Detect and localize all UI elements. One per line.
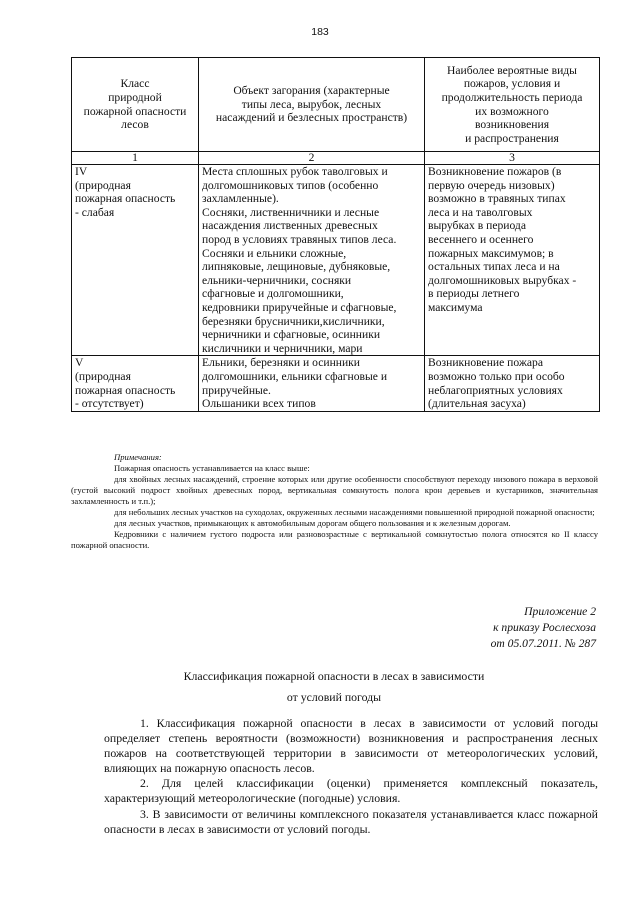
appendix-line: от 05.07.2011. № 287	[490, 637, 596, 650]
appendix-line: к приказу Рослесхоза	[493, 621, 596, 634]
header-class: Класс природной пожарной опасности лесов	[72, 58, 199, 152]
body-text	[104, 716, 598, 837]
column-number: 2	[199, 152, 425, 165]
column-number: 1	[72, 152, 199, 165]
heading-line: Классификация пожарной опасности в лесах в зависимости	[183, 669, 485, 683]
table-row	[72, 356, 600, 411]
row-fires-cell: Возникновение пожаров (в первую очередь низовых) возможно в травяных типах леса и на таволговых вырубках в периода весеннего и осеннего пожарных максимумов; в остальных типах леса и на долгомошниковых вырубках - в периоды летнего максимума	[425, 165, 600, 356]
table-row	[72, 165, 600, 356]
body-paragraph: 3. В зависимости от величины комплексного показателя устанавливается класс пожарной опасности в лесах в зависимости от условий погоды.	[104, 806, 598, 836]
note-item: Пожарная опасность устанавливается на класс выше:	[114, 463, 310, 473]
note-item: для лесных участков, примыкающих к автомобильным дорогам общего пользования и к железным дорогам.	[114, 518, 511, 528]
row-objects-cell: Места сплошных рубок таволговых и долгомошниковых типов (особенно захламленные). Сосняки, лиственничники и лесные насаждения лиственных древесных пород в условиях травяных типов леса. Сосняки и ельники сложные, липняковые, лещиновые, дубняковые, ельники-черничники, сосняки сфагновые и долгомошники, кедровники приручейные и сфагновые, березняки брусничники,кисличники, черничники и сфагновые, осинники кисличники и черничники, мари	[199, 165, 425, 356]
row-class-cell: V (природная пожарная опасность - отсутствует)	[72, 356, 199, 411]
page-number: 183	[311, 26, 329, 38]
column-number: 3	[425, 152, 600, 165]
appendix-reference	[491, 604, 596, 652]
fire-danger-class-table	[71, 57, 600, 412]
note-item: для небольших лесных участков на суходолах, окруженных лесными насаждениями повышенной природной пожарной опасности;	[114, 507, 595, 517]
table-header-row	[72, 58, 600, 152]
notes-block	[71, 452, 598, 551]
header-fire-types: Наиболее вероятные виды пожаров, условия и продолжительность периода их возможного возникновения и распространения	[425, 58, 600, 152]
row-objects-cell: Ельники, березняки и осинники долгомошники, ельники сфагновые и приручейные. Ольшаники всех типов	[199, 356, 425, 411]
row-class-cell: IV (природная пожарная опасность - слабая	[72, 165, 199, 356]
body-paragraph: 2. Для целей классификации (оценки) применяется комплексный показатель, характеризующий метеорологические (погодные) условия.	[104, 776, 598, 806]
note-item: для хвойных лесных насаждений, строение которых или другие особенности способствуют переходу низового пожара в верховой (густой высокий подрост хвойных древесных пород, вертикальная сомкнутость полога крон деревьев и кустарников, значительная захламленность и т.п.);	[71, 474, 598, 506]
section-heading	[0, 666, 640, 708]
column-number-row	[72, 152, 600, 165]
heading-line: от условий погоды	[286, 690, 382, 704]
note-item: Кедровники с наличием густого подроста или разновозрастные с вертикальной сомкнутостью полога относятся ко II классу пожарной опасности.	[71, 529, 598, 550]
body-paragraph: 1. Классификация пожарной опасности в лесах в зависимости от условий погоды определяет степень вероятности (возможности) возникновения и распространения лесных пожаров на соответствующей территории в зависимости от метеорологических условий, влияющих на пожарную опасность лесов.	[104, 716, 598, 776]
appendix-line: Приложение 2	[524, 605, 596, 618]
header-object: Объект загорания (характерные типы леса, вырубок, лесных насаждений и безлесных пространств)	[199, 58, 425, 152]
row-fires-cell: Возникновение пожара возможно только при особо неблагоприятных условиях (длительная засуха)	[425, 356, 600, 411]
notes-title: Примечания:	[114, 452, 162, 462]
